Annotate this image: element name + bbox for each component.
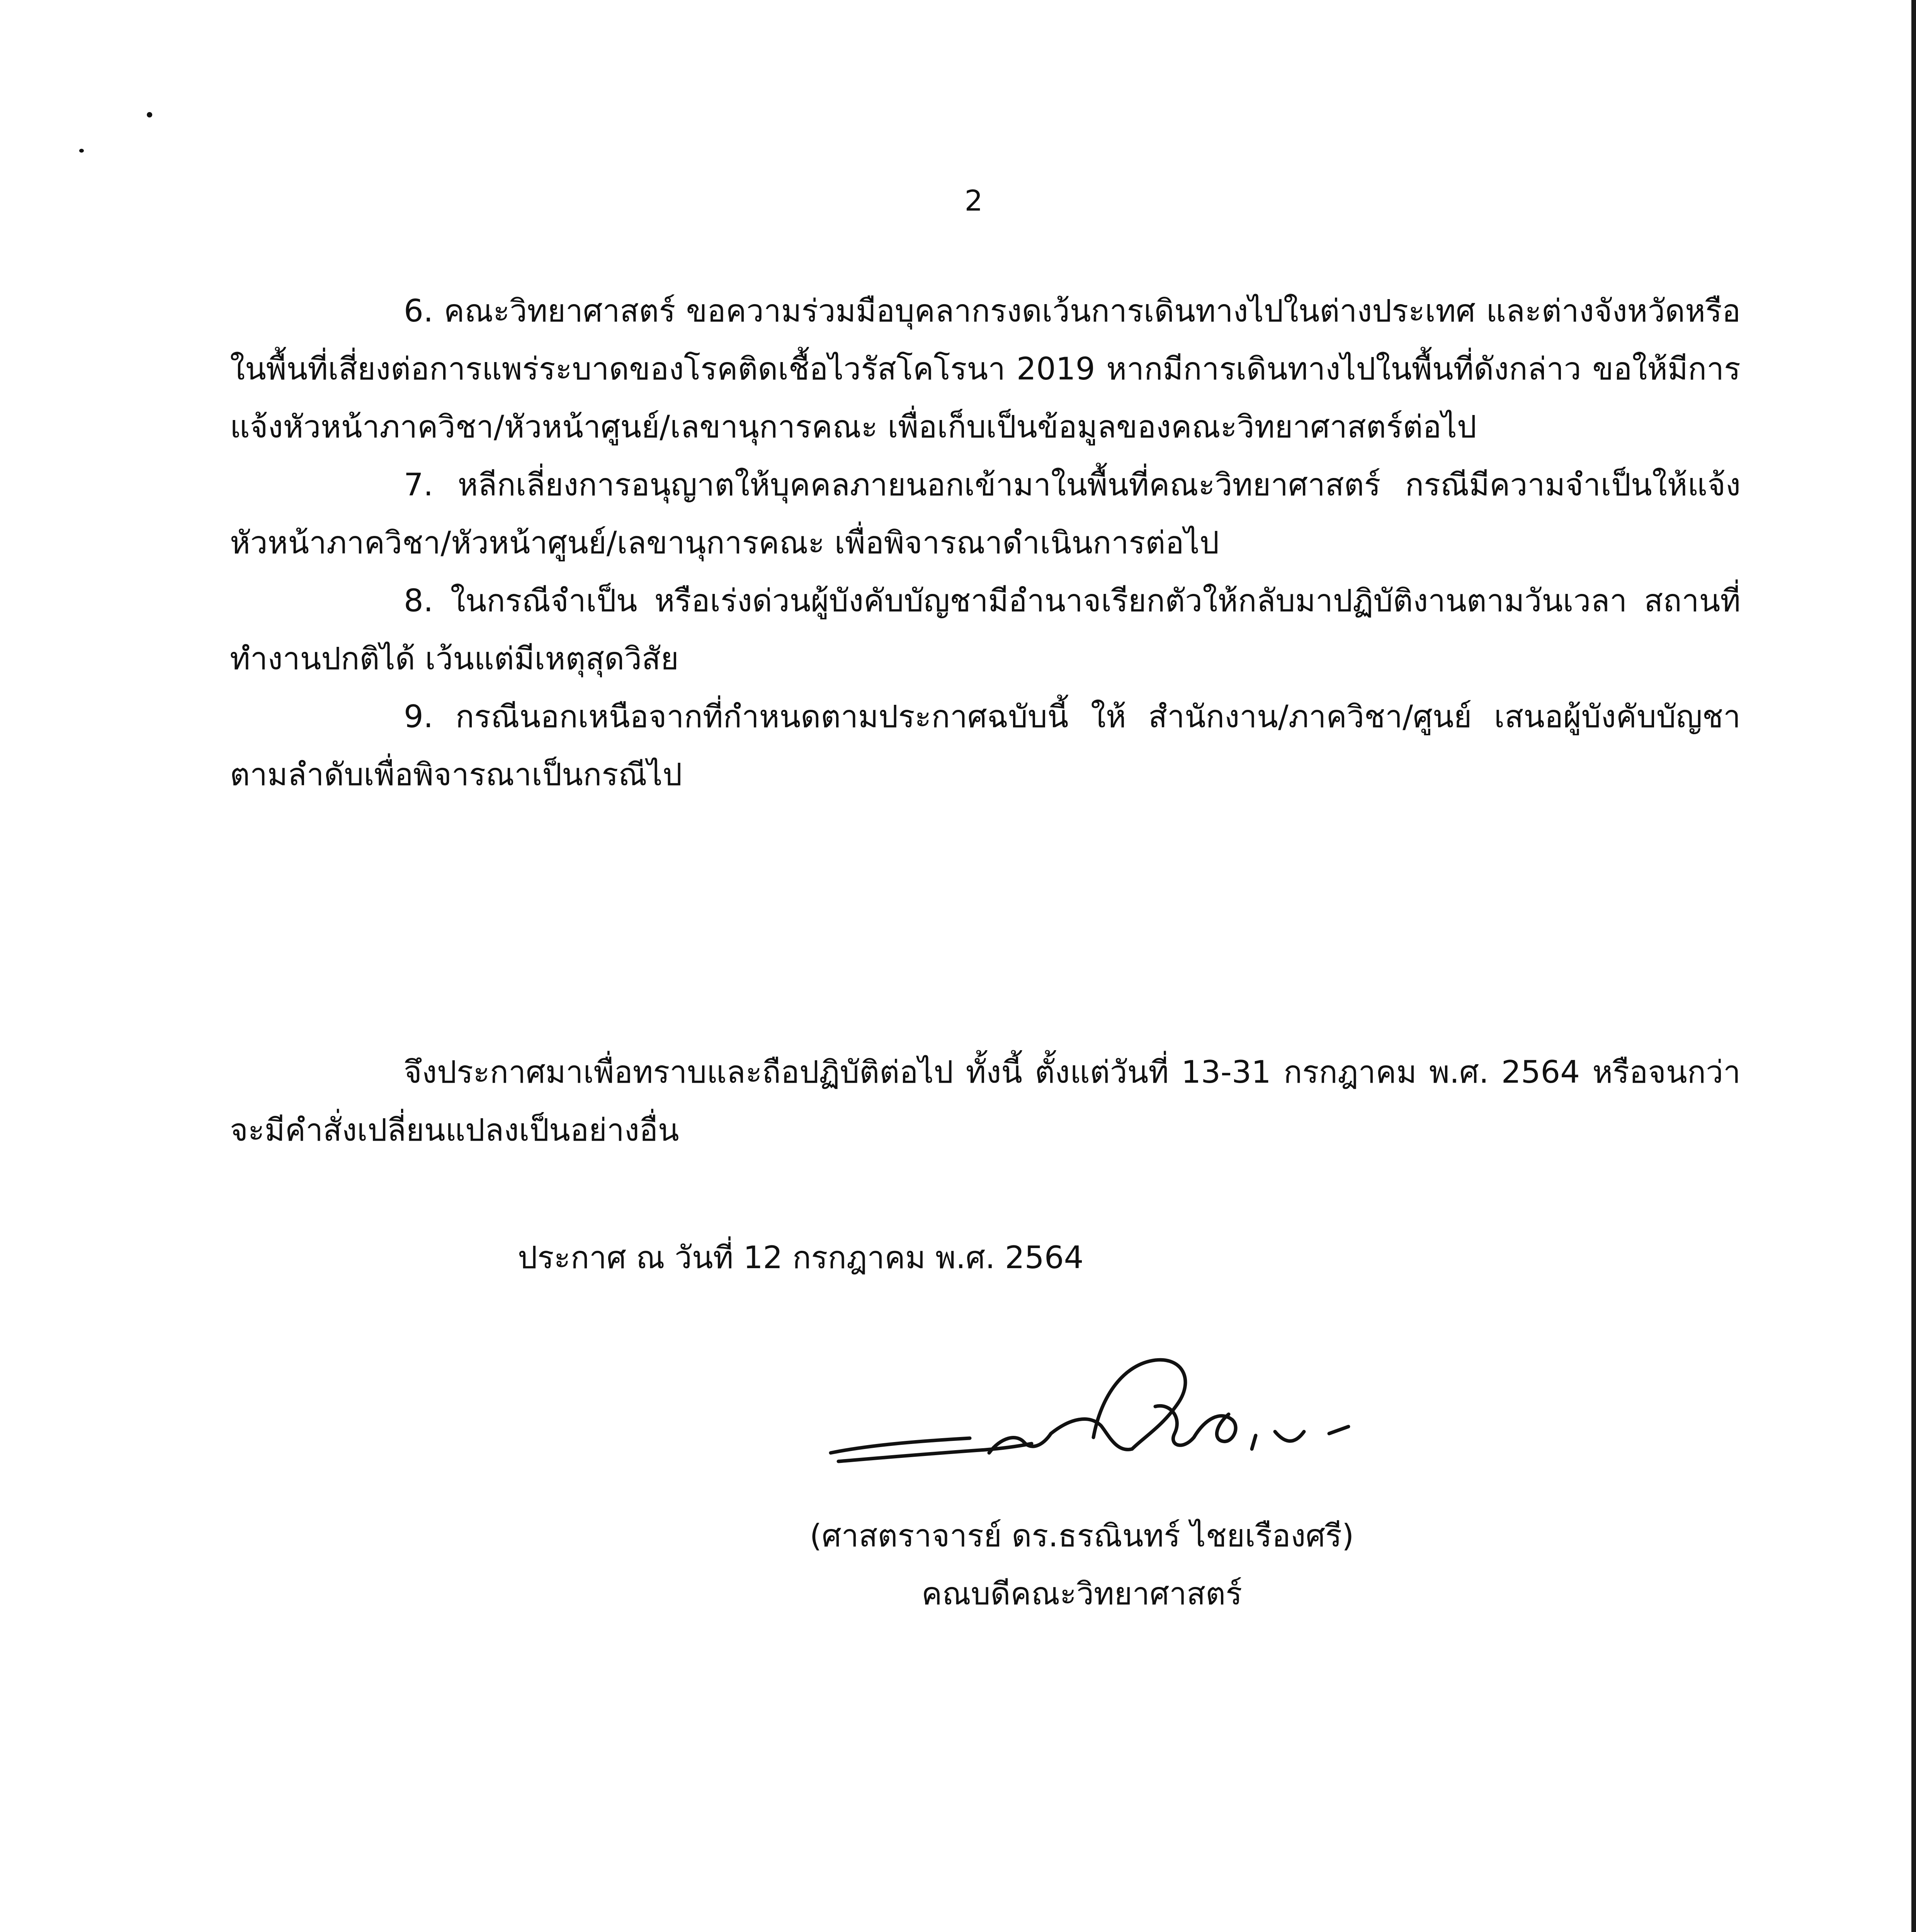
signer-block	[734, 1507, 1430, 1623]
document-body	[230, 282, 1741, 804]
scan-speck	[79, 149, 84, 153]
scan-speck	[147, 112, 152, 117]
paragraph-item-9: 9. กรณีนอกเหนือจากที่กำหนดตามประกาศฉบับนี้ ให้ สำนักงาน/ภาควิชา/ศูนย์ เสนอผู้บังคับบัญชาตามลำดับเพื่อพิจารณาเป็นกรณีไป	[230, 699, 1741, 793]
scan-edge-right	[1911, 0, 1916, 1932]
paragraph-item-7: 7. หลีกเลี่ยงการอนุญาตให้บุคคลภายนอกเข้ามาในพื้นที่คณะวิทยาศาสตร์ กรณีมีความจำเป็นให้แจ้งหัวหน้าภาควิชา/หัวหน้าศูนย์/เลขานุการคณะ เพื่อพิจารณาดำเนินการต่อไป	[230, 467, 1741, 561]
paragraph-item-6: 6. คณะวิทยาศาสตร์ ขอความร่วมมือบุคลากรงดเว้นการเดินทางไปในต่างประเทศ และต่างจังหวัดหรือในพื้นที่เสี่ยงต่อการแพร่ระบาดของโรคติดเชื้อไวรัสโคโรนา 2019 หากมีการเดินทางไปในพื้นที่ดังกล่าว ขอให้มีการแจ้งหัวหน้าภาควิชา/หัวหน้าศูนย์/เลขานุการคณะ เพื่อเก็บเป็นข้อมูลของคณะวิทยาศาสตร์ต่อไป	[230, 293, 1741, 445]
signer-position: คณบดีคณะวิทยาศาสตร์	[921, 1576, 1243, 1612]
page-number: 2	[964, 184, 983, 218]
closing-text: จึงประกาศมาเพื่อทราบและถือปฏิบัติต่อไป ทั้งนี้ ตั้งแต่วันที่ 13-31 กรกฎาคม พ.ศ. 2564 หรือจนกว่าจะมีคำสั่งเปลี่ยนแปลงเป็นอย่างอื่น	[230, 1054, 1741, 1148]
closing-statement	[230, 1043, 1741, 1159]
signer-name: (ศาสตราจารย์ ดร.ธรณินทร์ ไชยเรืองศรี)	[809, 1518, 1354, 1554]
paragraph-item-8: 8. ในกรณีจำเป็น หรือเร่งด่วนผู้บังคับบัญชามีอำนาจเรียกตัวให้กลับมาปฏิบัติงานตามวันเวลา สถานที่ทำงานปกติได้ เว้นแต่มีเหตุสุดวิสัย	[230, 583, 1741, 677]
signature-image	[823, 1337, 1372, 1499]
announcement-date: ประกาศ ณ วันที่ 12 กรกฎาคม พ.ศ. 2564	[518, 1240, 1084, 1276]
